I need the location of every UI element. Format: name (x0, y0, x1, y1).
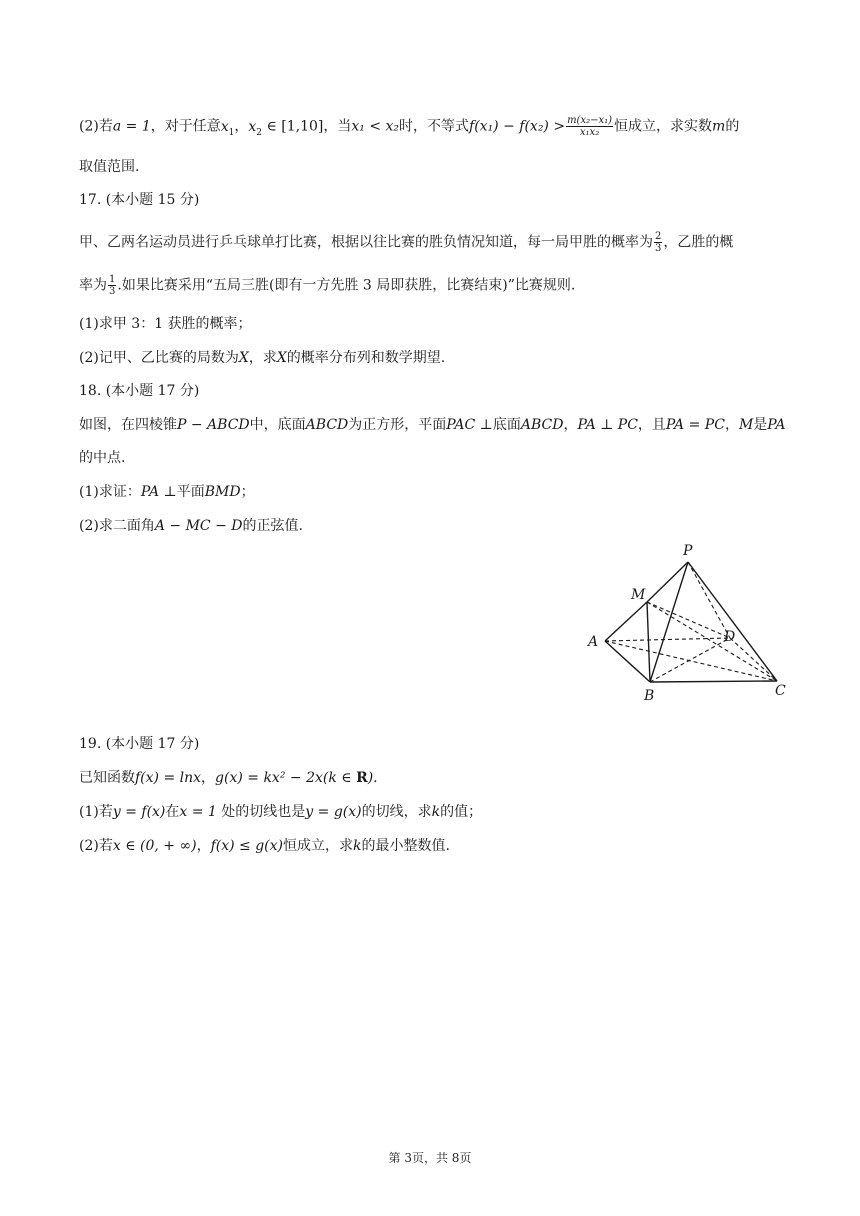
edge-AB (605, 641, 650, 682)
page-footer: 第 3页，共 8页 (388, 1151, 472, 1165)
text: 是 (753, 417, 768, 433)
math-ABCD: ABCD (520, 417, 564, 433)
text: 率为 (79, 277, 107, 294)
q19-part2 (79, 836, 800, 858)
text: 时，不等式 (399, 118, 470, 135)
q16-part2-line2: 取值范围. (79, 159, 140, 175)
q18-line2: 的中点. (79, 450, 126, 466)
text: 的值； (440, 804, 483, 820)
math-condition: x₁ < x₂ (351, 118, 400, 135)
math-M: M (738, 417, 754, 433)
text: (1)求证： (79, 484, 141, 500)
text: 中，底面 (249, 417, 306, 433)
text: ； (240, 484, 255, 500)
math-inequality: f(x₁) − f(x₂) > (469, 118, 566, 135)
label-D: D (724, 629, 736, 645)
edge-AD (605, 638, 730, 641)
math-y-g: y = g(x) (305, 804, 362, 820)
math-f-def: f(x) = lnx (135, 770, 202, 786)
text: ，当 (323, 118, 352, 135)
text: .如果比赛采用“五局三胜(即有一方先胜 3 局即获胜，比赛结束)”比赛规则. (117, 277, 576, 294)
text: 为正方形，平面 (348, 417, 447, 433)
math-inequality: f(x) ≤ g(x) (210, 838, 283, 854)
text: ， (724, 417, 739, 433)
label-P: P (683, 543, 693, 559)
text: 处的切线也是 (216, 804, 306, 820)
text: ，对于任意 (150, 118, 221, 135)
text: ⊥底面 (475, 417, 521, 433)
text: ， (234, 118, 249, 135)
math-X: X (276, 350, 287, 366)
math-dihedral-angle: A − MC − D (154, 518, 243, 534)
pyramid-diagram (584, 540, 794, 710)
text: 在 (165, 804, 180, 820)
pyramid-figure (584, 540, 794, 710)
math-k: k (431, 804, 441, 820)
math-a-eq-1: a = 1 (112, 118, 151, 135)
math-real-set: R (356, 770, 368, 786)
text: ，求 (248, 350, 277, 366)
math-interval: ∈ [1,10] (262, 118, 324, 135)
q17-part1: (1)求甲 3：1 获胜的概率； (79, 316, 252, 332)
text: ，且 (637, 417, 666, 433)
math-g-def: g(x) = kx² − 2x(k ∈ (215, 770, 357, 786)
math-fraction: $\frac{\text{m(x₂−x₁)}}{\text{x₁x₂}}$ (567, 115, 613, 138)
edge-AM (605, 602, 647, 641)
q19-heading: 19. (本小题 17 分) (79, 736, 200, 752)
q18-line1 (79, 415, 800, 437)
math-eq: PA = PC (665, 417, 725, 433)
math-PAC: PAC (446, 417, 476, 433)
label-M: M (631, 587, 646, 603)
math-x1: $x_1$ (220, 118, 235, 138)
text: ， (563, 417, 578, 433)
text: 已知函数 (79, 770, 135, 786)
q16-part2-line1 (79, 115, 800, 137)
text: 的 (725, 118, 740, 135)
math-domain: x ∈ (0, + ∞) (112, 838, 197, 854)
q17-part2 (79, 348, 800, 370)
text: (2)求二面角 (79, 518, 155, 534)
math-PA: PA (767, 417, 786, 433)
q17-line2 (79, 274, 800, 296)
text: 恒成立，求 (283, 838, 353, 854)
text: ， (196, 838, 211, 854)
math-x2: $x_2$ (248, 118, 263, 138)
label-C: C (775, 683, 786, 699)
math-m: m (712, 118, 726, 135)
q18-part1 (79, 482, 800, 504)
edge-DC (730, 638, 777, 681)
text: (2)记甲、乙比赛的局数为 (79, 350, 239, 366)
edge-PD (688, 562, 730, 638)
edge-MC (647, 602, 777, 681)
q18-heading: 18. (本小题 17 分) (79, 383, 200, 399)
math-x-1: x = 1 (179, 804, 217, 820)
text: ，乙胜的概 (663, 234, 734, 251)
q18-part2 (79, 516, 800, 538)
math-pyramid: P − ABCD (177, 417, 250, 433)
text: (1)若 (79, 804, 113, 820)
text: 如图，在四棱锥 (79, 417, 177, 433)
edge-BC (650, 681, 777, 682)
text: 的最小整数值. (361, 838, 450, 854)
q19-line1 (79, 768, 800, 790)
label-A: A (588, 634, 599, 650)
text: 的概率分布列和数学期望. (286, 350, 446, 366)
text: (2)若 (79, 118, 113, 135)
math-fraction-1-3: $\frac{1}{3}$ (109, 274, 116, 297)
q17-line1 (79, 231, 800, 253)
edge-MD (647, 602, 730, 638)
math-X: X (238, 350, 249, 366)
text: (2)若 (79, 838, 113, 854)
math-fraction-2-3: $\frac{2}{3}$ (655, 231, 662, 254)
math-PA: PA (140, 484, 160, 500)
math-y-f: y = f(x) (112, 804, 166, 820)
q19-part1 (79, 802, 800, 824)
math-ABCD: ABCD (305, 417, 349, 433)
text: ⊥平面 (159, 484, 205, 500)
text: 的正弦值. (242, 518, 303, 534)
math-perp: PA ⊥ PC (577, 417, 638, 433)
math-k: k (353, 838, 362, 854)
math-BMD: BMD (204, 484, 241, 500)
label-B: B (644, 688, 655, 704)
text: 恒成立，求实数 (614, 118, 713, 135)
text: 的切线，求 (361, 804, 432, 820)
edge-MB (647, 602, 650, 682)
text: ， (201, 770, 216, 786)
text: 甲、乙两名运动员进行乒乓球单打比赛，根据以往比赛的胜负情况知道，每一局甲胜的概率为 (79, 234, 653, 251)
text: ). (367, 770, 378, 786)
q17-heading: 17. (本小题 15 分) (79, 192, 200, 208)
